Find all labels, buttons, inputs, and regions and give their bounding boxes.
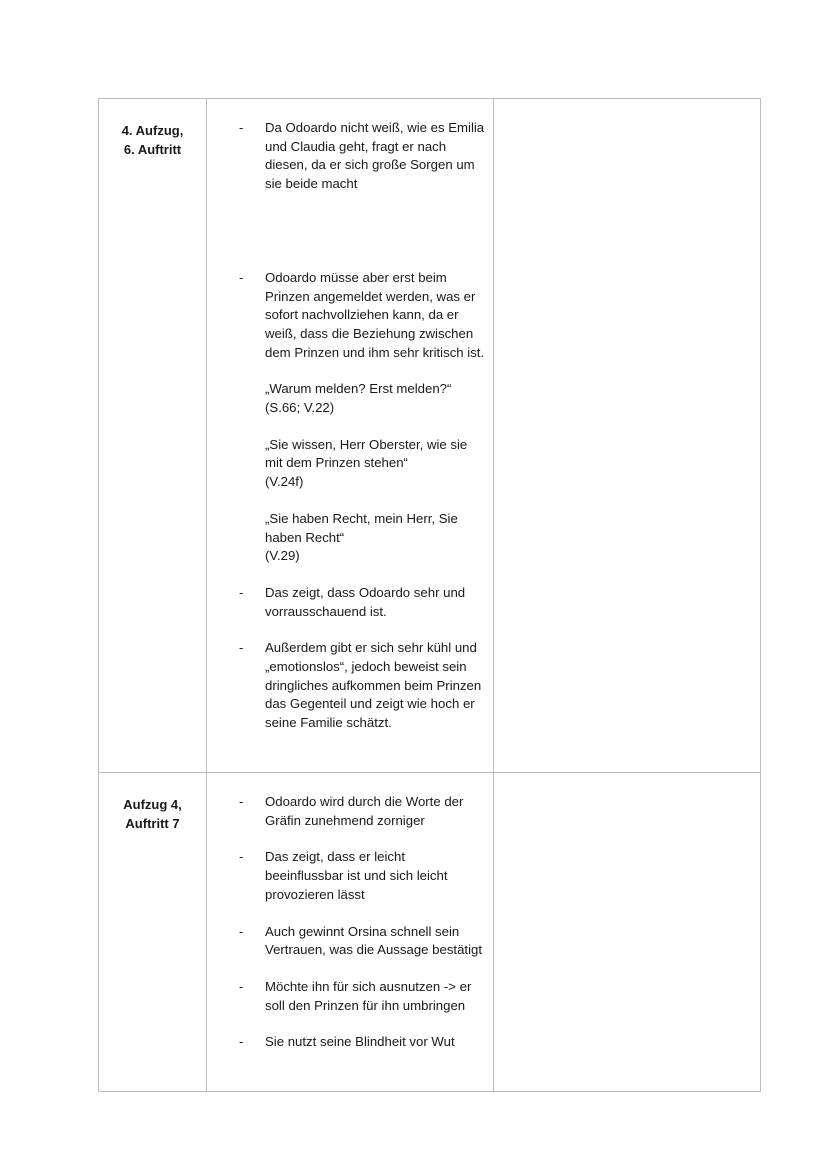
list-item [237,119,487,194]
item-text: Odoardo müsse aber erst beim Prinzen angemeldet werden, was er sofort nachvollziehen kann, da er weiß, dass die Beziehung zwischen dem Prinzen und ihm sehr kritisch ist. [265,269,485,360]
quote-text: „Sie haben Recht, mein Herr, Sie haben Recht“ [265,510,458,545]
item-text: Auch gewinnt Orsina schnell sein Vertrauen, was die Aussage bestätigt [265,923,482,958]
empty-cell [494,99,761,772]
scene-cell [99,99,207,772]
bullet-dash: - [239,794,244,809]
scene-label: Aufzug 4, Auftritt 7 [123,797,182,831]
table-row [99,99,761,773]
quote-reference: (V.24f) [265,474,304,490]
list-item [237,1033,487,1052]
item-text: Odoardo wird durch die Worte der Gräfin zunehmend zorniger [265,794,464,828]
bullet-dash: - [239,120,244,135]
bullet-dash: - [239,978,244,994]
bullet-dash: - [239,640,244,656]
list-item [237,978,487,1015]
item-text: Das zeigt, dass er leicht beeinflussbar ist und sich leicht provozieren lässt [265,849,448,902]
item-text: Möchte ihn für sich ausnutzen -> er soll den Prinzen für ihn umbringen [265,978,472,1013]
list-item [237,639,487,733]
list-item [237,848,487,904]
table-row [99,773,761,1092]
quote-reference: (S.66; V.22) [265,400,335,416]
quote-text: „Warum melden? Erst melden?“ [265,381,452,397]
notes-cell [207,99,494,772]
list-item [237,923,487,960]
list-item [237,269,487,566]
empty-cell [494,773,761,1091]
bullet-dash: - [239,923,244,939]
item-text: Sie nutzt seine Blindheit vor Wut [265,1034,455,1050]
item-text: Da Odoardo nicht weiß, wie es Emilia und Claudia geht, fragt er nach diesen, da er sich große Sorgen um sie beide macht [265,120,485,192]
document-table [98,98,761,1092]
notes-cell [207,773,494,1091]
bullet-dash: - [239,849,244,865]
bullet-dash: - [239,269,244,285]
list-item [237,793,487,830]
scene-cell [99,773,207,1091]
item-text: Außerdem gibt er sich sehr kühl und „emotionslos“, jedoch beweist sein dringliches aufkommen beim Prinzen das Gegenteil und zeigt wie hoch er seine Familie schätzt. [265,640,482,731]
scene-label: 4. Aufzug, 6. Auftritt [121,123,184,157]
item-text: Das zeigt, dass Odoardo sehr und vorrausschauend ist. [265,584,466,619]
list-item [237,584,487,621]
bullet-dash: - [239,584,244,600]
quote-reference: (V.29) [265,548,300,564]
bullet-dash: - [239,1034,244,1050]
quote-text: „Sie wissen, Herr Oberster, wie sie mit dem Prinzen stehen“ [265,436,468,471]
